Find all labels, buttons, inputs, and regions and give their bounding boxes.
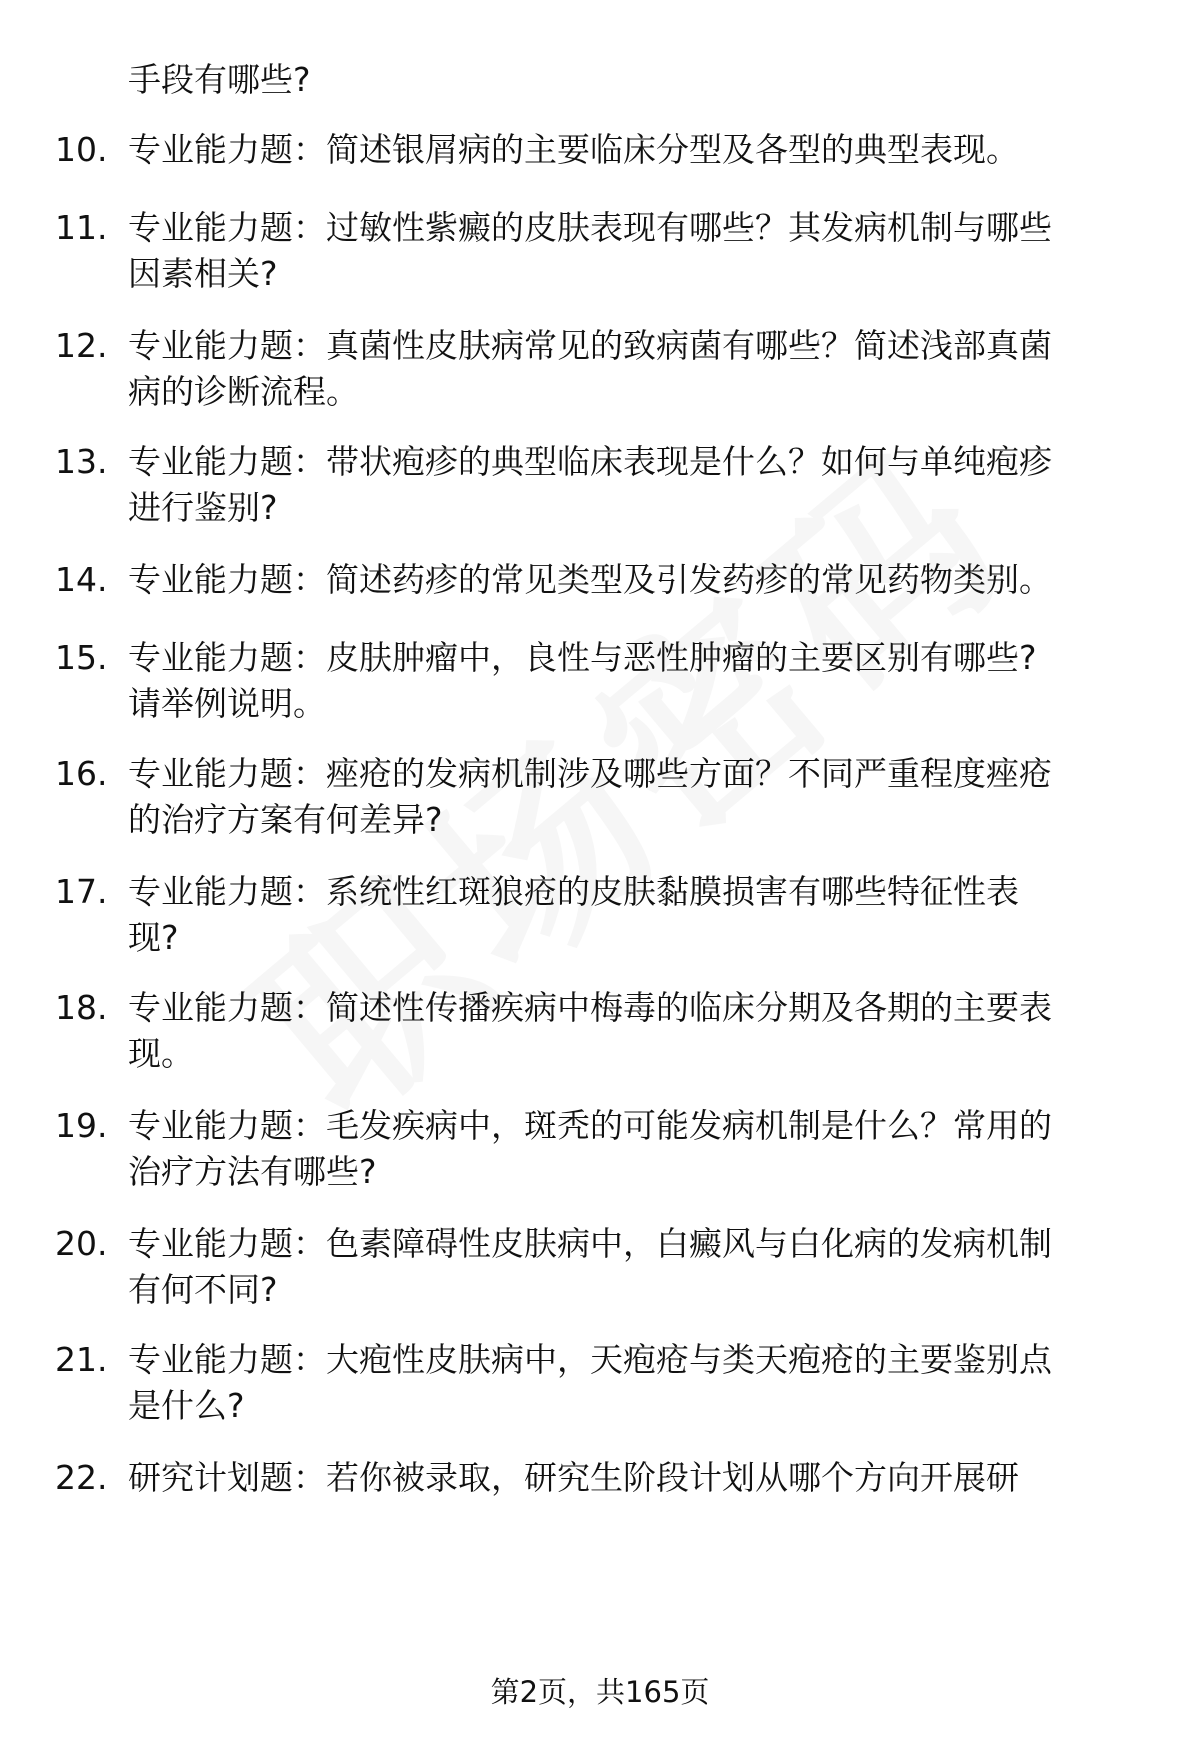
question-number: 10. [55,130,108,169]
question-text-line: 专业能力题：色素障碍性皮肤病中，白癜风与白化病的发病机制 [128,1224,1052,1263]
question-number: 15. [55,638,108,677]
question-text-line: 现。 [128,1034,194,1073]
question-text-line: 进行鉴别? [128,488,278,527]
question-text [128,870,1158,962]
question-text [128,324,1158,416]
question-number: 18. [55,988,108,1027]
question-text [128,1222,1158,1314]
question-text [128,1456,1158,1502]
question-text [128,986,1158,1078]
question-text-line: 专业能力题：带状疱疹的典型临床表现是什么？如何与单纯疱疹 [128,442,1052,481]
question-text [128,1338,1158,1430]
page-footer: 第2页，共165页 [490,1675,710,1709]
question-text-line: 专业能力题：大疱性皮肤病中，天疱疮与类天疱疮的主要鉴别点 [128,1340,1052,1379]
question-number: 21. [55,1340,108,1379]
question-text-line: 专业能力题：痤疮的发病机制涉及哪些方面？不同严重程度痤疮 [128,754,1052,793]
question-text-line: 专业能力题：系统性红斑狼疮的皮肤黏膜损害有哪些特征性表 [128,872,1019,911]
question-text-line: 专业能力题：皮肤肿瘤中，良性与恶性肿瘤的主要区别有哪些? [128,638,1037,677]
question-text [128,752,1158,844]
question-text-line: 专业能力题：真菌性皮肤病常见的致病菌有哪些？简述浅部真菌 [128,326,1052,365]
question-text-line: 请举例说明。 [128,684,326,723]
question-text-line: 研究计划题：若你被录取，研究生阶段计划从哪个方向开展研 [128,1458,1019,1497]
question-text-line: 专业能力题：过敏性紫癜的皮肤表现有哪些？其发病机制与哪些 [128,208,1052,247]
question-text-line: 的治疗方案有何差异? [128,800,443,839]
question-number: 14. [55,560,108,599]
question-number: 13. [55,442,108,481]
continuation-text: 手段有哪些? [128,60,311,99]
question-text-line: 现? [128,918,179,957]
question-text-line: 专业能力题：毛发疾病中，斑秃的可能发病机制是什么？常用的 [128,1106,1052,1145]
question-text-line: 是什么? [128,1386,245,1425]
question-number: 17. [55,872,108,911]
question-number: 11. [55,208,108,247]
question-text [128,636,1158,728]
question-text-line: 专业能力题：简述银屑病的主要临床分型及各型的典型表现。 [128,130,1019,169]
question-text [128,128,1158,174]
question-text-line: 治疗方法有哪些? [128,1152,377,1191]
question-text-line: 病的诊断流程。 [128,372,359,411]
question-number: 19. [55,1106,108,1145]
question-text [128,206,1158,298]
question-text-line: 因素相关? [128,254,278,293]
question-number: 20. [55,1224,108,1263]
question-text-line: 有何不同? [128,1270,278,1309]
question-text [128,1104,1158,1196]
question-number: 22. [55,1458,108,1497]
question-text-line: 专业能力题：简述药疹的常见类型及引发药疹的常见药物类别。 [128,560,1052,599]
question-text [128,558,1158,604]
question-number: 12. [55,326,108,365]
question-text [128,440,1158,532]
question-number: 16. [55,754,108,793]
question-text-line: 专业能力题：简述性传播疾病中梅毒的临床分期及各期的主要表 [128,988,1052,1027]
